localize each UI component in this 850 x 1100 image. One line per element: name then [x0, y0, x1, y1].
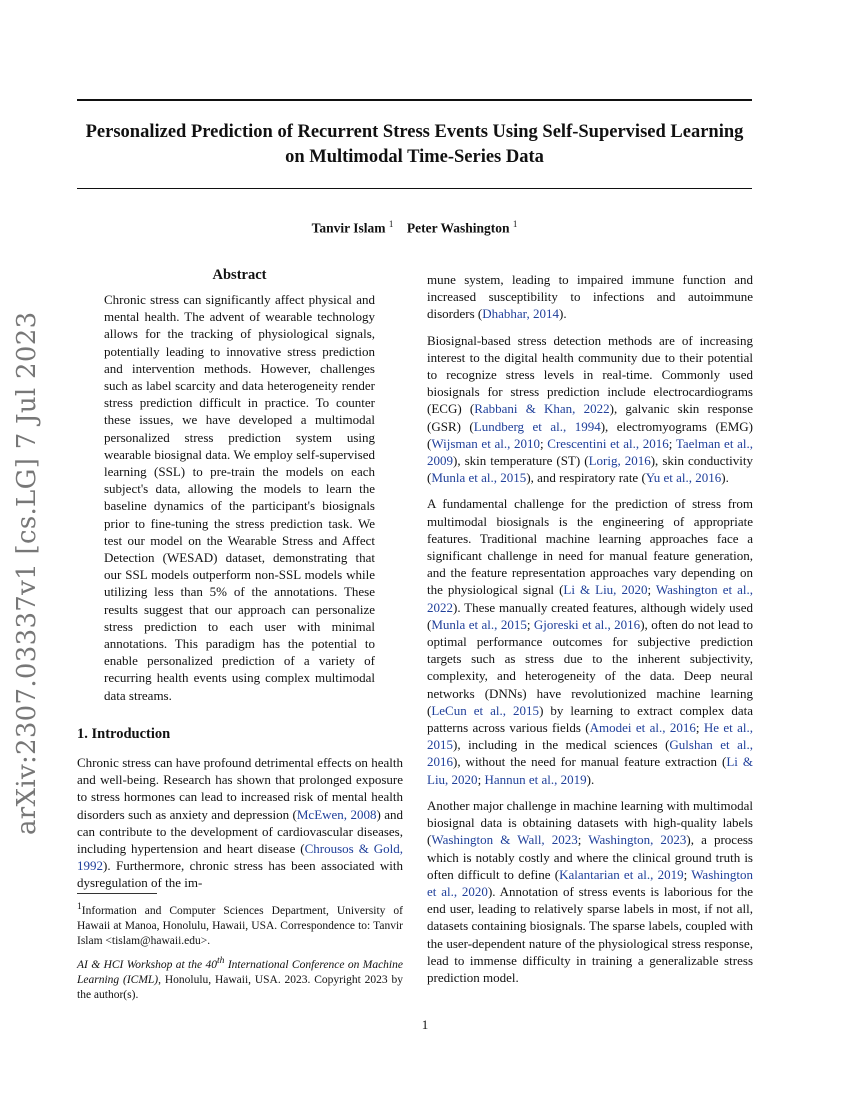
text-run: ; [540, 435, 548, 451]
text-run: ; [526, 616, 534, 632]
citation-link[interactable]: Chrousos & Gold, 1992 [77, 841, 403, 874]
text-run: ). [721, 470, 729, 486]
footnote-mark: 1 [77, 901, 82, 912]
citation-link[interactable]: Taelman et al., 2009 [427, 435, 753, 469]
introduction-paragraph [77, 754, 403, 892]
author-affil-mark: 1 [512, 219, 518, 229]
paragraph [427, 332, 753, 487]
citation-link[interactable]: Washington et al., 2022 [427, 582, 753, 615]
citation-link[interactable]: Crescentini et al., 2016 [547, 435, 669, 451]
citation-link[interactable]: Lundberg et al., 1994 [473, 418, 601, 434]
title-bottom-rule [77, 188, 752, 189]
paragraph [427, 797, 753, 986]
citation-link[interactable]: Hannun et al., 2019 [484, 771, 587, 787]
citation-link[interactable]: Li & Liu, 2020 [563, 582, 648, 598]
paragraph [427, 495, 753, 787]
citation-link[interactable]: Yu et al., 2016 [645, 470, 722, 486]
text-run: ; [647, 582, 656, 598]
author-name: Peter Washington [406, 220, 510, 236]
footnote-rule [77, 893, 157, 894]
citation-link[interactable]: McEwen, 2008 [296, 806, 377, 822]
text-run: ), including in the medical sciences ( [453, 737, 670, 753]
venue-italic: International Conference on Machine Learning (ICML) [77, 958, 403, 986]
venue-rest: , Honolulu, Hawaii, USA. 2023. Copyright 2023 by the author(s). [77, 973, 403, 1001]
affiliation-footnote [77, 899, 403, 949]
paper-title: Personalized Prediction of Recurrent Stress Events Using Self-Supervised Learning on Multimodal Time-Series Data [85, 122, 744, 167]
citation-link[interactable]: Washington, 2023 [588, 832, 687, 848]
text-run: ; [477, 771, 485, 787]
citation-link[interactable]: Wijsman et al., 2010 [431, 435, 541, 451]
citation-link[interactable]: Washington & Wall, 2023 [431, 832, 578, 848]
text-run: ), skin conductivity ( [427, 453, 753, 486]
citation-link[interactable]: Li & Liu, 2020 [427, 754, 754, 787]
citation-link[interactable]: Rabbani & Khan, 2022 [474, 401, 610, 417]
text-run: ) and can contribute to the development of cardiovascular diseases, including hypertension and heart disease ( [77, 806, 403, 857]
text-run: ), skin temperature (ST) ( [453, 453, 589, 469]
text-run: ; [695, 720, 704, 736]
text-run: Biosignal-based stress detection methods are of increasing interest to the digital health community due to their potential to recognize stress levels in real-time. Commonly used biosignals for stress prediction include electrocardiograms (ECG) ( [427, 332, 753, 417]
author-name: Tanvir Islam [311, 220, 386, 236]
text-run: ), and respiratory rate ( [526, 470, 646, 486]
citation-link[interactable]: Gjoreski et al., 2016 [533, 616, 641, 632]
citation-link[interactable]: Gulshan et al., 2016 [427, 737, 753, 770]
page-number: 1 [421, 1017, 429, 1032]
text-run: ; [668, 435, 676, 451]
citation-link[interactable]: LeCun et al., 2015 [431, 702, 540, 718]
text-run: ). These manually created features, although widely used ( [427, 599, 753, 632]
citation-link[interactable]: Munla et al., 2015 [431, 470, 527, 486]
text-run: ). Furthermore, chronic stress has been associated with dysregulation of the im- [77, 858, 403, 891]
right-column [427, 271, 753, 995]
citation-link[interactable]: Lorig, 2016 [588, 453, 651, 469]
arxiv-stamp: arXiv:2307.03337v1 [cs.LG] 7 Jul 2023 [12, 311, 42, 835]
section-heading-introduction: 1. Introduction [77, 726, 171, 742]
author-list [77, 219, 752, 237]
paragraph [427, 271, 753, 323]
text-run: ) by learning to extract complex data patterns across various fields ( [427, 702, 753, 736]
venue-sup: th [216, 955, 225, 966]
text-run: ), electromyograms (EMG) ( [427, 418, 753, 451]
text-run: Another major challenge in machine learning with multimodal biosignal data is obtaining datasets with high-quality labels ( [427, 797, 753, 848]
author-affil-mark: 1 [388, 219, 394, 229]
text-run: Chronic stress can have profound detrimental effects on health and well-being. Research has shown that prolonged exposure to stress hormones can lead to increased risk of mental health disorders such as anxiety and depression ( [77, 755, 403, 822]
citation-link[interactable]: Dhabhar, 2014 [482, 306, 559, 322]
text-run: ). Annotation of stress events is laborious for the end user, leading to relatively sparse labels in most, if not all, datasets containing biosignals. The sparse labels, coupled with the user-dependent nature of the physiological stress response, lead to immense difficulty in training a generalizable stress prediction model. [427, 883, 753, 985]
text-run: ; [577, 832, 589, 848]
venue-note [77, 953, 403, 1003]
text-run: ), a process which is notably costly and where the clinical ground truth is often difficult to define ( [427, 832, 753, 882]
abstract-heading: Abstract [212, 267, 267, 283]
text-run: ), galvanic skin response (GSR) ( [427, 401, 753, 434]
text-run: ), without the need for manual feature extraction ( [453, 754, 727, 770]
title-top-rule [77, 99, 752, 101]
citation-link[interactable]: He et al., 2015 [427, 720, 753, 753]
citation-link[interactable]: Washington et al., 2020 [427, 866, 753, 899]
footnote-text: Information and Computer Sciences Department, University of Hawaii at Manoa, Honolulu, Hawaii, USA. Correspondence to: Tanvir Islam <tislam@hawaii.edu>. [77, 904, 403, 947]
citation-link[interactable]: Amodei et al., 2016 [589, 720, 696, 736]
text-run: ). [559, 306, 567, 322]
text-run: A fundamental challenge for the prediction of stress from multimodal biosignals is the engineering of appropriate features. Traditional machine learning approaches face a significant challenge in need for manual feature generation, and the feature representation approaches vary depending on the physiological signal ( [427, 496, 753, 598]
text-run: ), often do not lead to optimal performance outcomes for subjective prediction targets such as stress due to the inherent subjectivity, complexity, and heterogeneity of the data. Deep neural networks (DNNs) have revolutionized machine learning ( [427, 616, 753, 718]
abstract-text: Chronic stress can significantly affect physical and mental health. The advent of wearable technology allows for the tracking of physiological signals, potentially leading to innovative stress prediction and intervention methods. However, challenges such as label scarcity and data heterogeneity render stress prediction difficult in practice. To counter these issues, we have developed a multimodal personalized stress prediction system using wearable biosignal data. We employ self-supervised learning (SSL) to pre-train the models on each subject's data, allowing the models to learn the baseline dynamics of the participant's biosignals prior to fine-tuning the stress prediction task. We test our model on the Wearable Stress and Affect Detection (WESAD) dataset, demonstrating that our SSL models outperform non-SSL models while utilizing less than 5% of the annotations. These results suggest that our approach can personalize stress prediction to each user with minimal annotations. This paradigm has the potential to enable personalized prediction of a variety of recurring health events using complex multimodal data streams. [104, 292, 375, 703]
citation-link[interactable]: Kalantarian et al., 2019 [559, 866, 684, 882]
venue-italic: AI & HCI Workshop at the 40 [77, 958, 217, 971]
citation-link[interactable]: Munla et al., 2015 [431, 616, 527, 632]
text-run: mune system, leading to impaired immune function and increased susceptibility to infections and autoimmune disorders ( [427, 272, 753, 322]
text-run: ; [683, 866, 692, 882]
text-run: ). [586, 771, 595, 787]
